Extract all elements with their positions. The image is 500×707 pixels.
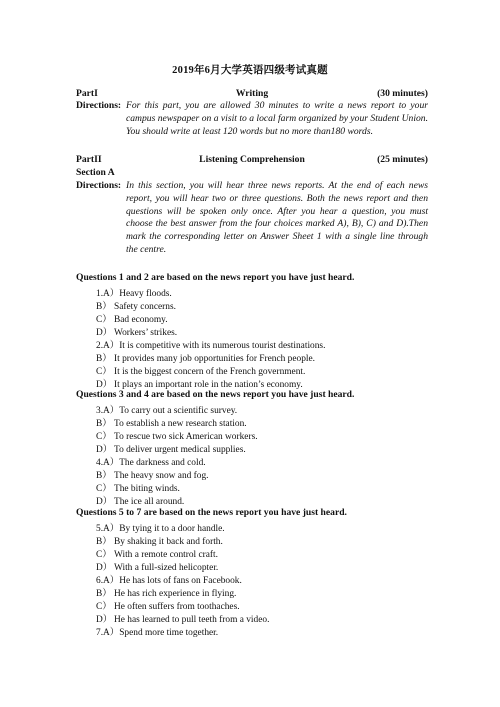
answer-option: D） Workers’ strikes. <box>96 328 178 338</box>
answer-option: B） To establish a new research station. <box>96 419 247 429</box>
part2-number: PartII <box>76 154 102 165</box>
section-a-label: Section A <box>76 167 115 178</box>
answer-option: 5.A）By tying it to a door handle. <box>96 524 225 534</box>
part1-directions <box>76 100 428 138</box>
answer-option: C） Bad economy. <box>96 315 168 325</box>
answer-option: C） To rescue two sick American workers. <box>96 432 258 442</box>
part2-name: Listening Comprehension <box>199 154 305 165</box>
part1-directions-label: Directions: <box>76 100 122 111</box>
part2-time: (25 minutes) <box>377 154 428 165</box>
answer-option: B） Safety concerns. <box>96 302 176 312</box>
page-title: 2019年6月大学英语四级考试真题 <box>172 65 328 76</box>
part1-directions-text: For this part, you are allowed 30 minutes to write a news report to your campus newspaper on a visit to a local farm organized by your Student Union. You should write at least 120 words but no more than180 words. <box>126 100 428 137</box>
answer-option: D） The ice all around. <box>96 497 185 507</box>
answer-option: C） He often suffers from toothaches. <box>96 602 240 612</box>
answer-option: 4.A）The darkness and cold. <box>96 458 206 468</box>
answer-option: 7.A）Spend more time together. <box>96 628 219 638</box>
part2-directions-text: In this section, you will hear three news reports. At the end of each news report, you will hear two or three questions. Both the news report and then questions will be spoken only once. After you hear a question, you must choose the best answer from the four choices marked A), B), C) and D).Then mark the corresponding letter on Answer Sheet 1 with a single line through the centre. <box>126 180 428 255</box>
answer-option: B） The heavy snow and fog. <box>96 471 209 481</box>
answer-option: C） The biting winds. <box>96 484 180 494</box>
answer-option: D） It plays an important role in the nation’s economy. <box>96 380 303 390</box>
question-group-header: Questions 3 and 4 are based on the news report you have just heard. <box>76 389 355 400</box>
answer-option: 3.A）To carry out a scientific survey. <box>96 406 238 416</box>
answer-option: C） It is the biggest concern of the French government. <box>96 367 306 377</box>
answer-option: D） He has learned to pull teeth from a video. <box>96 615 270 625</box>
question-group-header: Questions 1 and 2 are based on the news report you have just heard. <box>76 272 355 283</box>
part1-name: Writing <box>235 88 269 99</box>
part1-time: (30 minutes) <box>377 88 428 99</box>
answer-option: B） He has rich experience in flying. <box>96 589 237 599</box>
answer-option: B） By shaking it back and forth. <box>96 537 223 547</box>
answer-option: C） With a remote control craft. <box>96 550 219 560</box>
part1-number: PartI <box>76 88 98 99</box>
part2-directions-label: Directions: <box>76 180 122 191</box>
answer-option: D） With a full-sized helicopter. <box>96 563 219 573</box>
answer-option: 1.A）Heavy floods. <box>96 289 172 299</box>
answer-option: B） It provides many job opportunities for French people. <box>96 354 315 364</box>
answer-option: 6.A）He has lots of fans on Facebook. <box>96 576 242 586</box>
answer-option: D） To deliver urgent medical supplies. <box>96 445 246 455</box>
answer-option: 2.A）It is competitive with its numerous tourist destinations. <box>96 341 326 351</box>
question-group-header: Questions 5 to 7 are based on the news report you have just heard. <box>76 507 347 518</box>
part2-directions <box>76 180 428 257</box>
